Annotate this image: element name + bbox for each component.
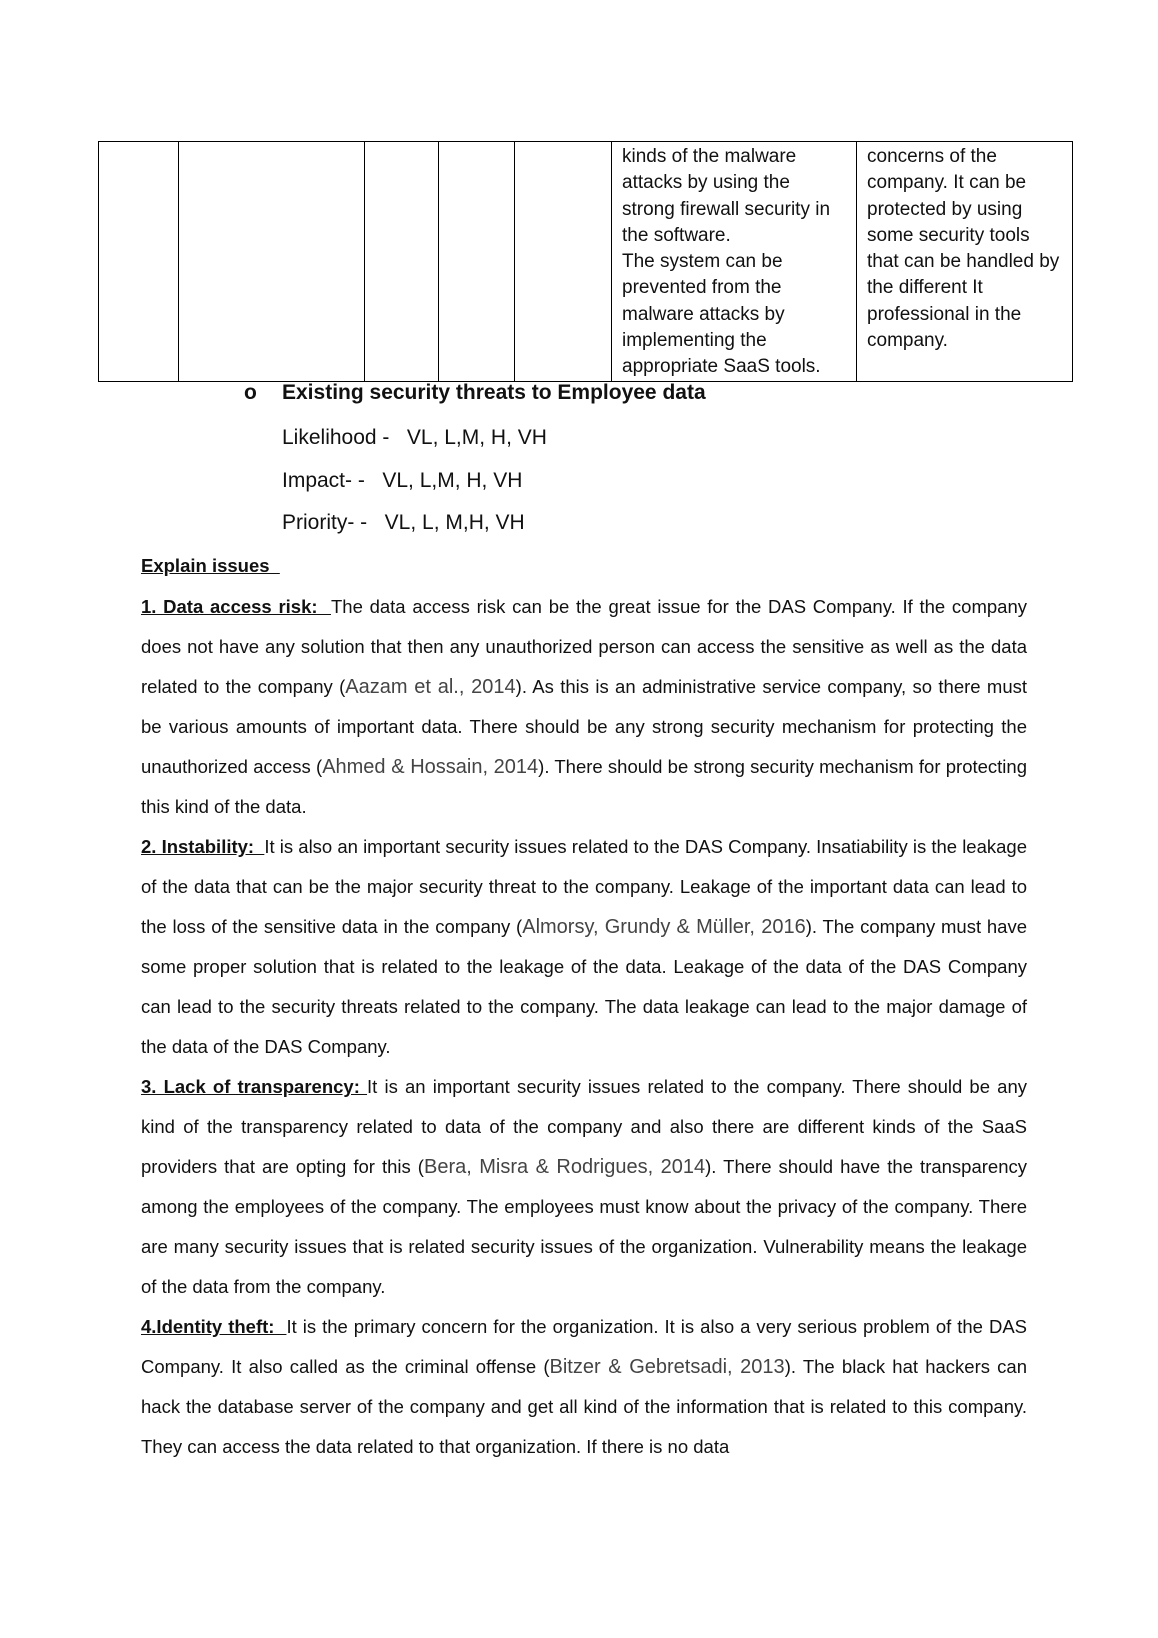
priority-line: Priority- - VL, L, M,H, VH	[282, 511, 525, 534]
issues-title: Explain issues	[141, 555, 280, 576]
transparency-text-2: ). There should have the transparency among the employees of the company. The employees must know about the privacy of the company. There are many security issues that is related security issues of the organization. Vulnerability means the leakage of the data from the company.	[141, 1156, 1028, 1297]
paragraph-data-access-risk	[141, 587, 1027, 827]
paragraph-identity-theft	[141, 1307, 1027, 1467]
data-access-text-2: ). As this is an administrative service company, so there must be various amounts of important data. There should be any strong security mechanism for protecting the unauthorized access (	[141, 676, 1027, 777]
table-cell	[515, 142, 612, 382]
likelihood-line: Likelihood - VL, L,M, H, VH	[282, 426, 547, 449]
table-cell	[99, 142, 179, 382]
table-cell	[179, 142, 365, 382]
citation: Almorsy, Grundy & Müller, 2016	[522, 916, 806, 938]
table-row	[99, 142, 1073, 382]
threat-table-continuation	[98, 141, 1073, 382]
instability-text-1: It is also an important security issues related to the DAS Company. Insatiability is the leakage of the data that can be the major security threat to the company. Leakage of the important data can lead to the loss of the sensitive data in the company (	[141, 836, 1027, 937]
issues-title-line	[141, 551, 1027, 581]
identity-text-2: ). The black hat hackers can hack the database server of the company and get all kind of the information that is related to this company. They can access the data related to that organization. If there is no data	[141, 1356, 1027, 1457]
instability-text-2: ). The company must have some proper solution that is related to the leakage of the data. Leakage of the data of the DAS Company can lead to the security threats related to the company. The data leakage can lead to the major damage of the data of the DAS Company.	[141, 916, 1027, 1057]
paragraph-instability	[141, 827, 1027, 1067]
impact-line: Impact- - VL, L,M, H, VH	[282, 469, 523, 492]
remarks-cell	[857, 142, 1073, 382]
remarks-text: concerns of the company. It can be protected by using some security tools that can be handled by the different It professional in the company.	[867, 146, 1060, 352]
table-cell	[365, 142, 439, 382]
transparency-label: 3. Lack of transparency:	[141, 1076, 368, 1097]
issues-section	[141, 551, 1027, 1467]
instability-label: 2. Instability:	[141, 836, 265, 857]
mitigation-cell	[612, 142, 857, 382]
citation: Ahmed & Hossain, 2014	[322, 756, 539, 778]
data-access-text-1: The data access risk can be the great issue for the DAS Company. If the company does not have any solution that then any unauthorized person can access the sensitive as well as the data related to the company (	[141, 596, 1027, 697]
bullet-marker: o	[244, 381, 257, 404]
section-heading: Existing security threats to Employee data	[282, 381, 706, 404]
citation: Bitzer & Gebretsadi, 2013	[549, 1356, 785, 1378]
data-access-risk-label: 1. Data access risk:	[141, 596, 331, 617]
table-cell	[439, 142, 515, 382]
identity-theft-label: 4.Identity theft:	[141, 1316, 287, 1337]
citation: Aazam et al., 2014	[345, 676, 516, 698]
mitigation-text: kinds of the malware attacks by using the strong firewall security in the software. The system can be prevented from the malware attacks by implementing the appropriate SaaS tools.	[622, 146, 831, 378]
data-access-text-3: ). There should be strong security mechanism for protecting this kind of the data.	[141, 756, 1027, 817]
citation: Bera, Misra & Rodrigues, 2014	[423, 1156, 706, 1178]
identity-text-1: It is the primary concern for the organization. It is also a very serious problem of the DAS Company. It also called as the criminal offense (	[141, 1316, 1027, 1377]
paragraph-lack-of-transparency	[141, 1067, 1027, 1307]
transparency-text-1: It is an important security issues related to the company. There should be any kind of the transparency related to data of the company and also there are different kinds of the SaaS providers that are opting for this (	[141, 1076, 1027, 1177]
